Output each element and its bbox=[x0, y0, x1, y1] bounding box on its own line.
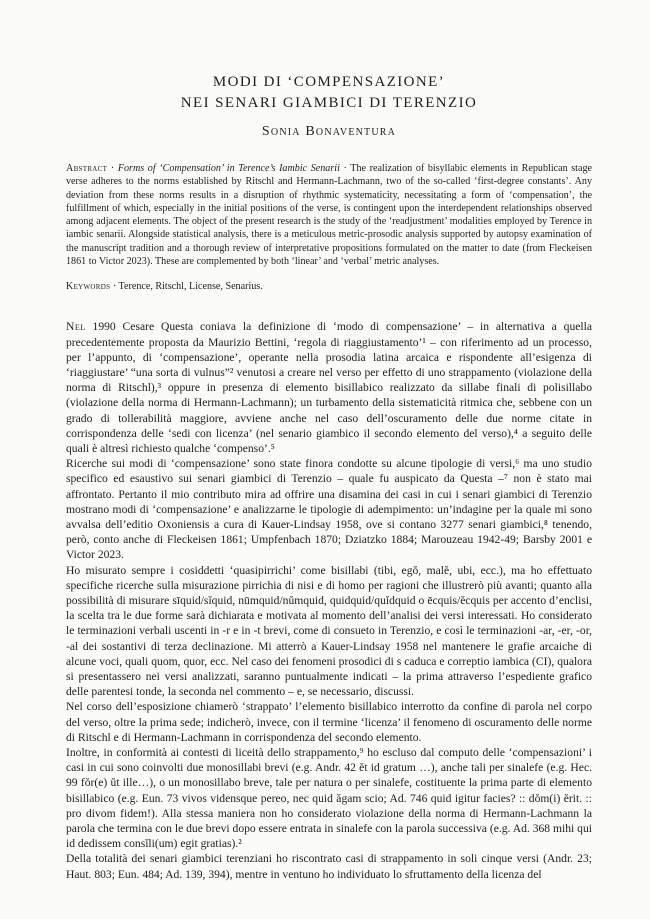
paragraph-1 bbox=[66, 319, 592, 456]
keywords: Keywords · Terence, Ritschl, License, Senarius. bbox=[66, 281, 263, 293]
abstract-heading: Forms of ‘Compensation’ in Terence’s Iambic Senarii bbox=[117, 163, 340, 174]
article-title bbox=[66, 72, 592, 114]
abstract: Abstract · Forms of ‘Compensation’ in Terence’s Iambic Senarii · The realization of bisyllabic elements in Republican stage verse adheres to the norms established by Ritschl and Hermann-Lachmann, two of the so-called ‘first-degree constants’. Any deviation from these norms results in a disruption of rhythmic systematicity, necessitating a form of ‘compensation’, the fulfillment of which, especially in the initial positions of the verse, is contingent upon the interdependent relationships observed among adjacent elements. The object of the present research is the study of the ‘readjustment’ modalities employed by Terence in iambic senarii. Alongside statistical analysis, there is a meticulous metric-prosodic analysis supported by autopsy examination of the manuscript tradition and a thorough review of interpretative propositions formulated on the matter to date (from Fleckeisen 1861 to Victor 2023). These are complemented by both ‘linear’ and ‘verbal’ metric analyses. bbox=[66, 163, 592, 268]
paragraph-2: Ricerche sui modi di ‘compensazione’ sono state finora condotte su alcune tipologie di versi,⁶ ma uno studio specifico ed esaustivo sui senari giambici di Terenzio – quale fu auspicato da Questa –⁷ non è stato mai affrontato. Pertanto il mio contributo mira ad offrire una disamina dei casi in cui i senari giambici di Terenzio mostrano modi di ‘compensazione’ e analizzarne le tipologie di adempimento: un’indagine per la quale mi sono avvalsa dell’editio Oxoniensis a cura di Kauer-Lindsay 1958, ove si contano 3277 senari giambici,⁸ tenendo, però, conto anche di Fleckeisen 1861; Umpfenbach 1870; Dziatzko 1884; Marouzeau 1942-49; Barsby 2001 e Victor 2023. bbox=[66, 457, 592, 562]
keywords-label: Keywords bbox=[66, 281, 111, 293]
title-line-2: NEI SENARI GIAMBICI DI TERENZIO bbox=[180, 95, 478, 111]
title-line-1: MODI DI ‘COMPENSAZIONE’ bbox=[212, 74, 446, 90]
paragraph-1-text: 1990 Cesare Questa coniava la definizione di ‘modo di compensazione’ – in alternativa a quella precedentemente proposta da Maurizio Bettini, ‘regola di riaggiustamento’¹ – con riferimento ad un processo, per l’appunto, di ‘compensazione’, operante nella prosodia latina arcaica e rispondente all’esigenza di ‘riaggiustare’ “una sorta di vulnus”² venutosi a creare nel verso per effetto di uno strappamento (violazione della norma di Ritschl),³ oppure in presenza di elemento bisillabico realizzato da sillabe finali di polisillabo (violazione della norma di Hermann-Lachmann); un turbamento della sistematicità ritmica che, sebbene con un grado di tollerabilità maggiore, avviene anche nel caso dell’oscuramento delle due norme citate in corrispondenza delle ‘sedi con licenza’ (nel senario giambico il secondo elemento del verso),⁴ a seguito delle quali è altresì richiesto qualche ‘compenso’.⁵ bbox=[66, 320, 592, 455]
paragraph-5: Inoltre, in conformità ai contesti di liceità dello strappamento,⁹ ho escluso dal computo delle ‘compensazioni’ i casi in cui sono coinvolti due monosillabi brevi (e.g. Andr. 42 ĕt id gratum …), anche tali per sinalefe (e.g. Hec. 99 fŏr(e) ŭt ille…), o un monosillabo breve, tale per natura o per sinalefe, costituente la prima parte di elemento bisillabico (e.g. Eun. 73 vivos vidensque pereo, nec quid ăgam scio; Ad. 746 quid igitur facies? :: dŏm(i) ĕrit. :: pro divom fidem!). Alla stessa maniera non ho considerato violazione della norma di Hermann-Lachmann la parola che termina con le due brevi dopo essere entrata in sinalefe con la parola successiva (e.g. Ad. 368 mihi qui id dedissem consĭli(um) egit gratias).² bbox=[66, 746, 592, 851]
abstract-text: The realization of bisyllabic elements in Republican stage verse adheres to the norms established by Ritschl and Hermann-Lachmann, two of the so-called ‘first-degree constants’. Any deviation from these norms results in a disruption of rhythmic systematicity, necessitating a form of ‘compensation’, the fulfillment of which, especially in the initial positions of the verse, is contingent upon the interdependent relationships observed among adjacent elements. The object of the present research is the study of the ‘readjustment’ modalities employed by Terence in iambic senarii. Alongside statistical analysis, there is a meticulous metric-prosodic analysis supported by autopsy examination of the manuscript tradition and a thorough review of interpretative propositions formulated on the matter to date (from Fleckeisen 1861 to Victor 2023). These are complemented by both ‘linear’ and ‘verbal’ metric analyses. bbox=[66, 163, 592, 268]
author-name: Sonia Bonaventura bbox=[261, 124, 397, 139]
paragraph-1-lead: Nel bbox=[66, 320, 86, 334]
paragraph-3: Ho misurato sempre i cosiddetti ‘quasipirrichi’ come bisillabi (tibi, egŏ, malĕ, ubi, ecc.), ma ho effettuato specifiche ricerche sulla misurazione pirrichia di nisi e di homo per ragioni che illustrerò più avanti; quanto alla possibilità di misurare sīquid/sĭquid, nūmquid/nŭmquid, quidquid/quĭdquid o ēcquis/ĕcquis per accento d’enclisi, la scelta tra le due forme sarà dichiarata e motivata al momento dell’analisi dei versi interessati. Ho considerato le terminazioni verbali uscenti in -r e in -t brevi, come di consueto in Terenzio, e così le terminazioni -ar, -er, -or, -al dei sostantivi di terza declinazione. Mi atterrò a Kauer-Lindsay 1958 nel mantenere le grafie arcaiche di alcune voci, quali quom, quor, ecc. Nel caso dei fenomeni prosodici di s caduca e correptio iambica (CI), qualora si presentassero nei versi analizzati, saranno puntualmente indicati – la prima attraverso l’espediente grafico delle parentesi tonde, la seconda nel commento – e, se necessario, discussi. bbox=[66, 563, 592, 699]
keywords-text: Terence, Ritschl, License, Senarius. bbox=[118, 281, 263, 293]
article-body bbox=[66, 319, 592, 882]
paragraph-4: Nel corso dell’esposizione chiamerò ‘strappato’ l’elemento bisillabico interrotto da confine di parola nel corpo del verso, oltre la prima sede; indicherò, invece, con il termine ‘licenza’ il fenomeno di oscuramento delle norme di Ritschl e di Hermann-Lachmann in corrispondenza del secondo elemento. bbox=[66, 700, 592, 744]
paragraph-6: Della totalità dei senari giambici terenziani ho riscontrato casi di strappamento in soli cinque versi (Andr. 23; Haut. 803; Eun. 484; Ad. 139, 394), mentre in ventuno ho individuato lo sfruttamento della licenza del bbox=[66, 852, 592, 881]
abstract-label: Abstract bbox=[66, 163, 108, 174]
